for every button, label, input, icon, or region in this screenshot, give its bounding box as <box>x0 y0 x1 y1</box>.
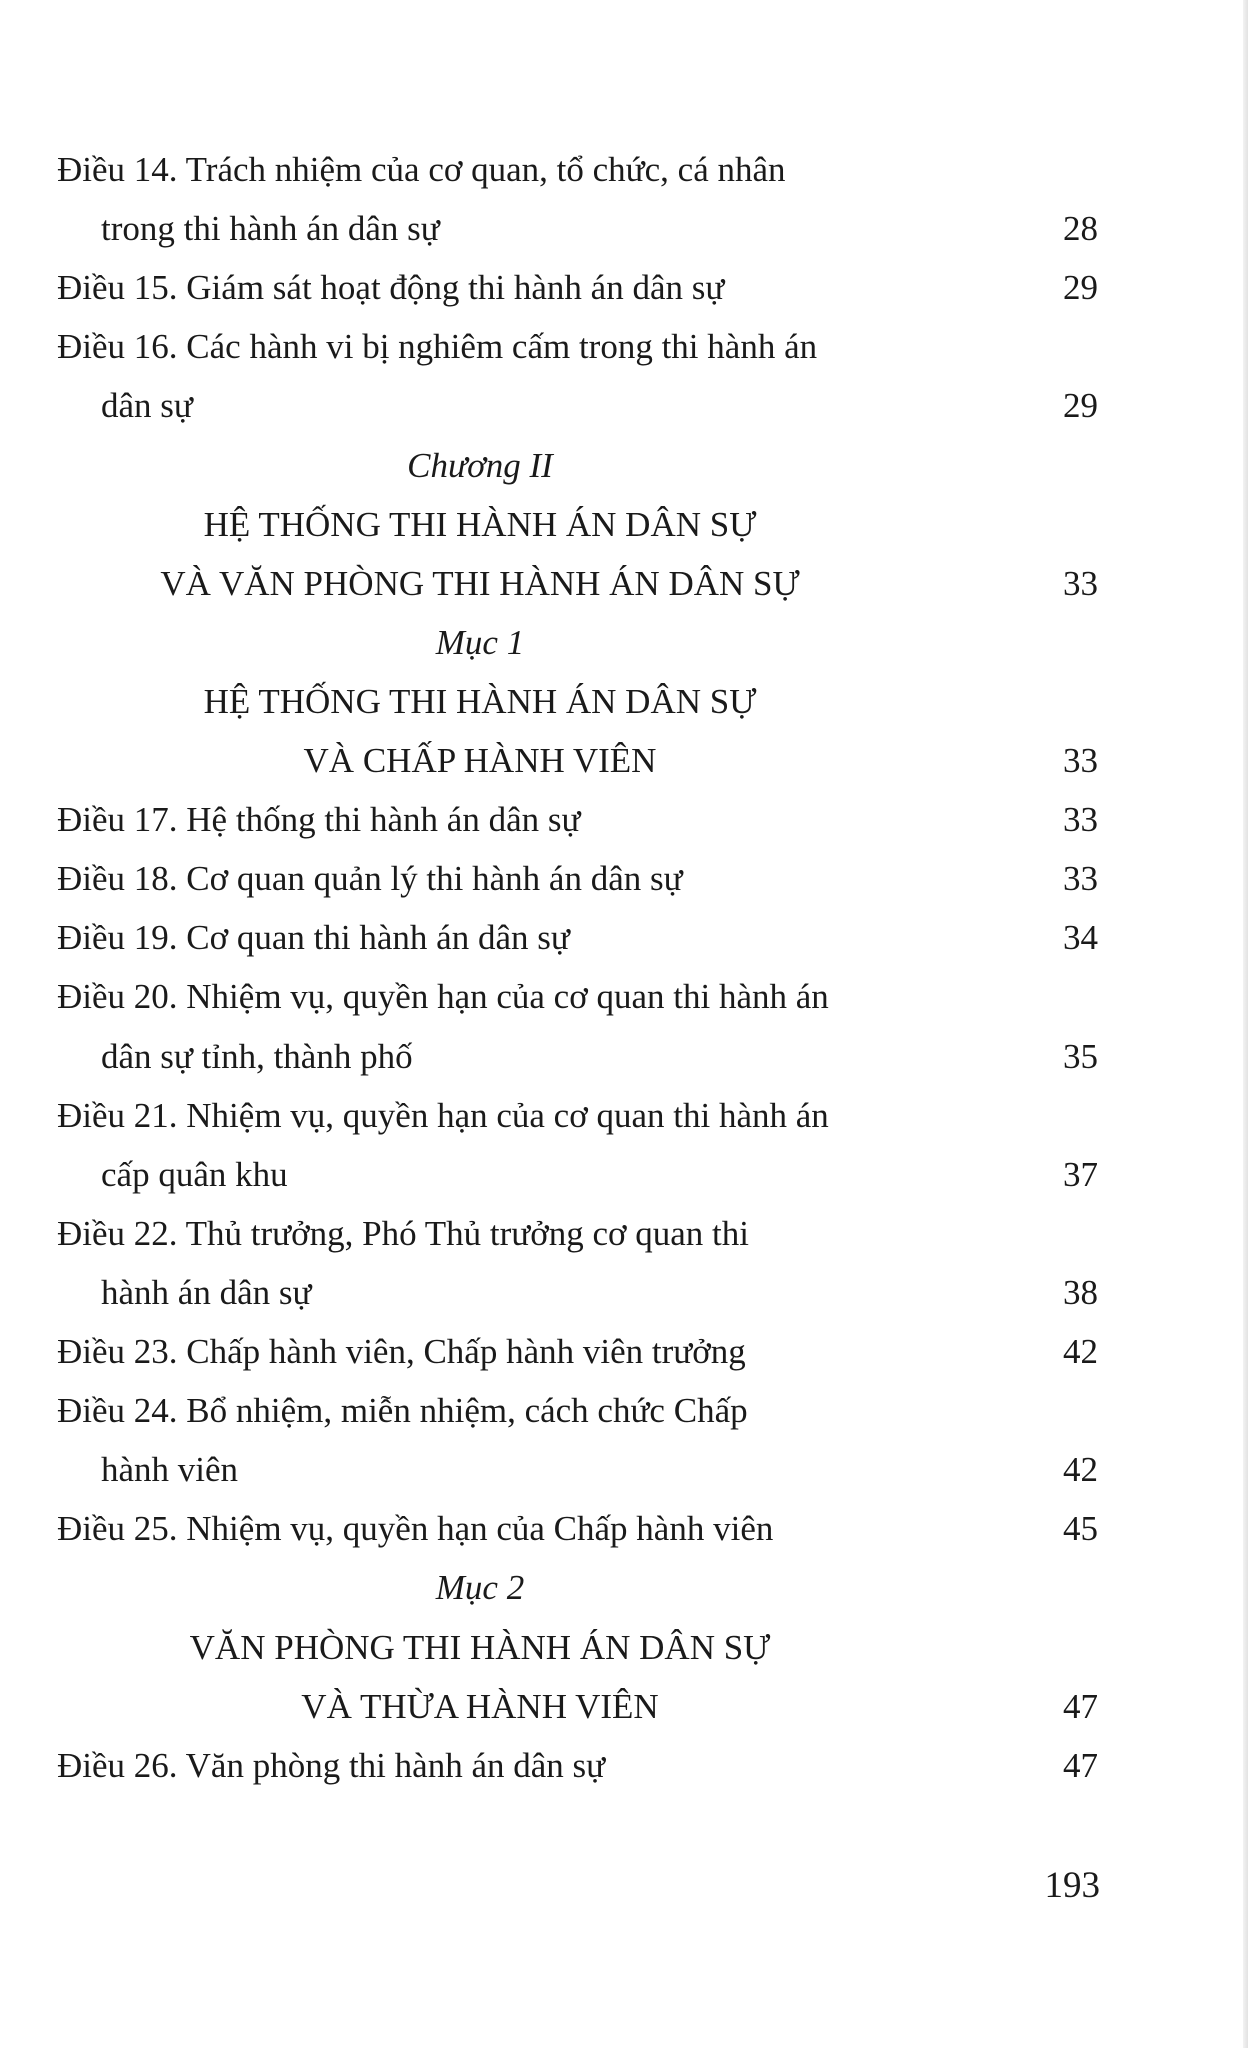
toc-page-number: 47 <box>1063 1686 1098 1726</box>
toc-page-number: 42 <box>1063 1450 1098 1490</box>
chapter-label: Chương II <box>407 445 553 485</box>
page-number: 193 <box>1044 1865 1100 1906</box>
toc-page-number: 35 <box>1063 1036 1098 1076</box>
chapter-title-line: VÀ VĂN PHÒNG THI HÀNH ÁN DÂN SỰ <box>160 563 800 603</box>
toc-page-number: 33 <box>1063 741 1098 780</box>
toc-entry-title: Điều 15. Giám sát hoạt động thi hành án dân sự <box>57 268 725 308</box>
section-label: Mục 1 <box>435 622 525 662</box>
toc-entry-continuation: trong thi hành án dân sự <box>101 209 440 249</box>
toc-page-number: 47 <box>1063 1745 1098 1785</box>
toc-entry-title: Điều 24. Bổ nhiệm, miễn nhiệm, cách chức Chấp <box>57 1391 748 1431</box>
toc-page-number: 33 <box>1063 800 1098 840</box>
toc-entry-continuation: dân sự tỉnh, thành phố <box>101 1036 413 1076</box>
section-title-line: VĂN PHÒNG THI HÀNH ÁN DÂN SỰ <box>189 1627 771 1667</box>
section-title-line: VÀ THỪA HÀNH VIÊN <box>301 1686 659 1726</box>
toc-page-number: 38 <box>1063 1272 1098 1312</box>
section-title-line: HỆ THỐNG THI HÀNH ÁN DÂN SỰ <box>203 681 757 721</box>
toc-entry-title: Điều 26. Văn phòng thi hành án dân sự <box>57 1745 606 1785</box>
section-label: Mục 2 <box>435 1568 525 1608</box>
toc-entry-title: Điều 23. Chấp hành viên, Chấp hành viên trưởng <box>57 1332 746 1371</box>
chapter-title-line: HỆ THỐNG THI HÀNH ÁN DÂN SỰ <box>203 504 757 544</box>
toc-entry-title: Điều 14. Trách nhiệm của cơ quan, tổ chức, cá nhân <box>57 150 786 189</box>
toc-entry-title: Điều 20. Nhiệm vụ, quyền hạn của cơ quan thi hành án <box>57 977 829 1017</box>
toc-page-number: 33 <box>1063 563 1098 603</box>
toc-entry-title: Điều 17. Hệ thống thi hành án dân sự <box>57 800 581 840</box>
toc-page-number: 29 <box>1063 268 1098 308</box>
toc-entry-title: Điều 21. Nhiệm vụ, quyền hạn của cơ quan thi hành án <box>57 1095 829 1135</box>
toc-entry-title: Điều 25. Nhiệm vụ, quyền hạn của Chấp hành viên <box>57 1509 774 1549</box>
toc-page-number: 42 <box>1063 1332 1098 1371</box>
toc-page-number: 33 <box>1063 859 1098 899</box>
toc-page-number: 45 <box>1063 1509 1098 1549</box>
toc-entry-title: Điều 16. Các hành vi bị nghiêm cấm trong thi hành án <box>57 327 818 367</box>
toc-entry-continuation: hành viên <box>101 1450 239 1490</box>
toc-entry-continuation: dân sự <box>101 386 193 426</box>
toc-entry-continuation: hành án dân sự <box>101 1272 312 1312</box>
toc-entry-title: Điều 22. Thủ trưởng, Phó Thủ trưởng cơ quan thi <box>57 1213 749 1253</box>
toc-entry-continuation: cấp quân khu <box>101 1154 288 1194</box>
toc-page-number: 34 <box>1063 918 1098 958</box>
toc-entry-title: Điều 18. Cơ quan quản lý thi hành án dân sự <box>57 859 683 899</box>
toc-entry-title: Điều 19. Cơ quan thi hành án dân sự <box>57 918 570 958</box>
section-title-line: VÀ CHẤP HÀNH VIÊN <box>303 741 657 780</box>
toc-page-number: 28 <box>1063 209 1098 249</box>
toc-page-number: 29 <box>1063 386 1098 426</box>
toc-page-number: 37 <box>1063 1154 1098 1194</box>
